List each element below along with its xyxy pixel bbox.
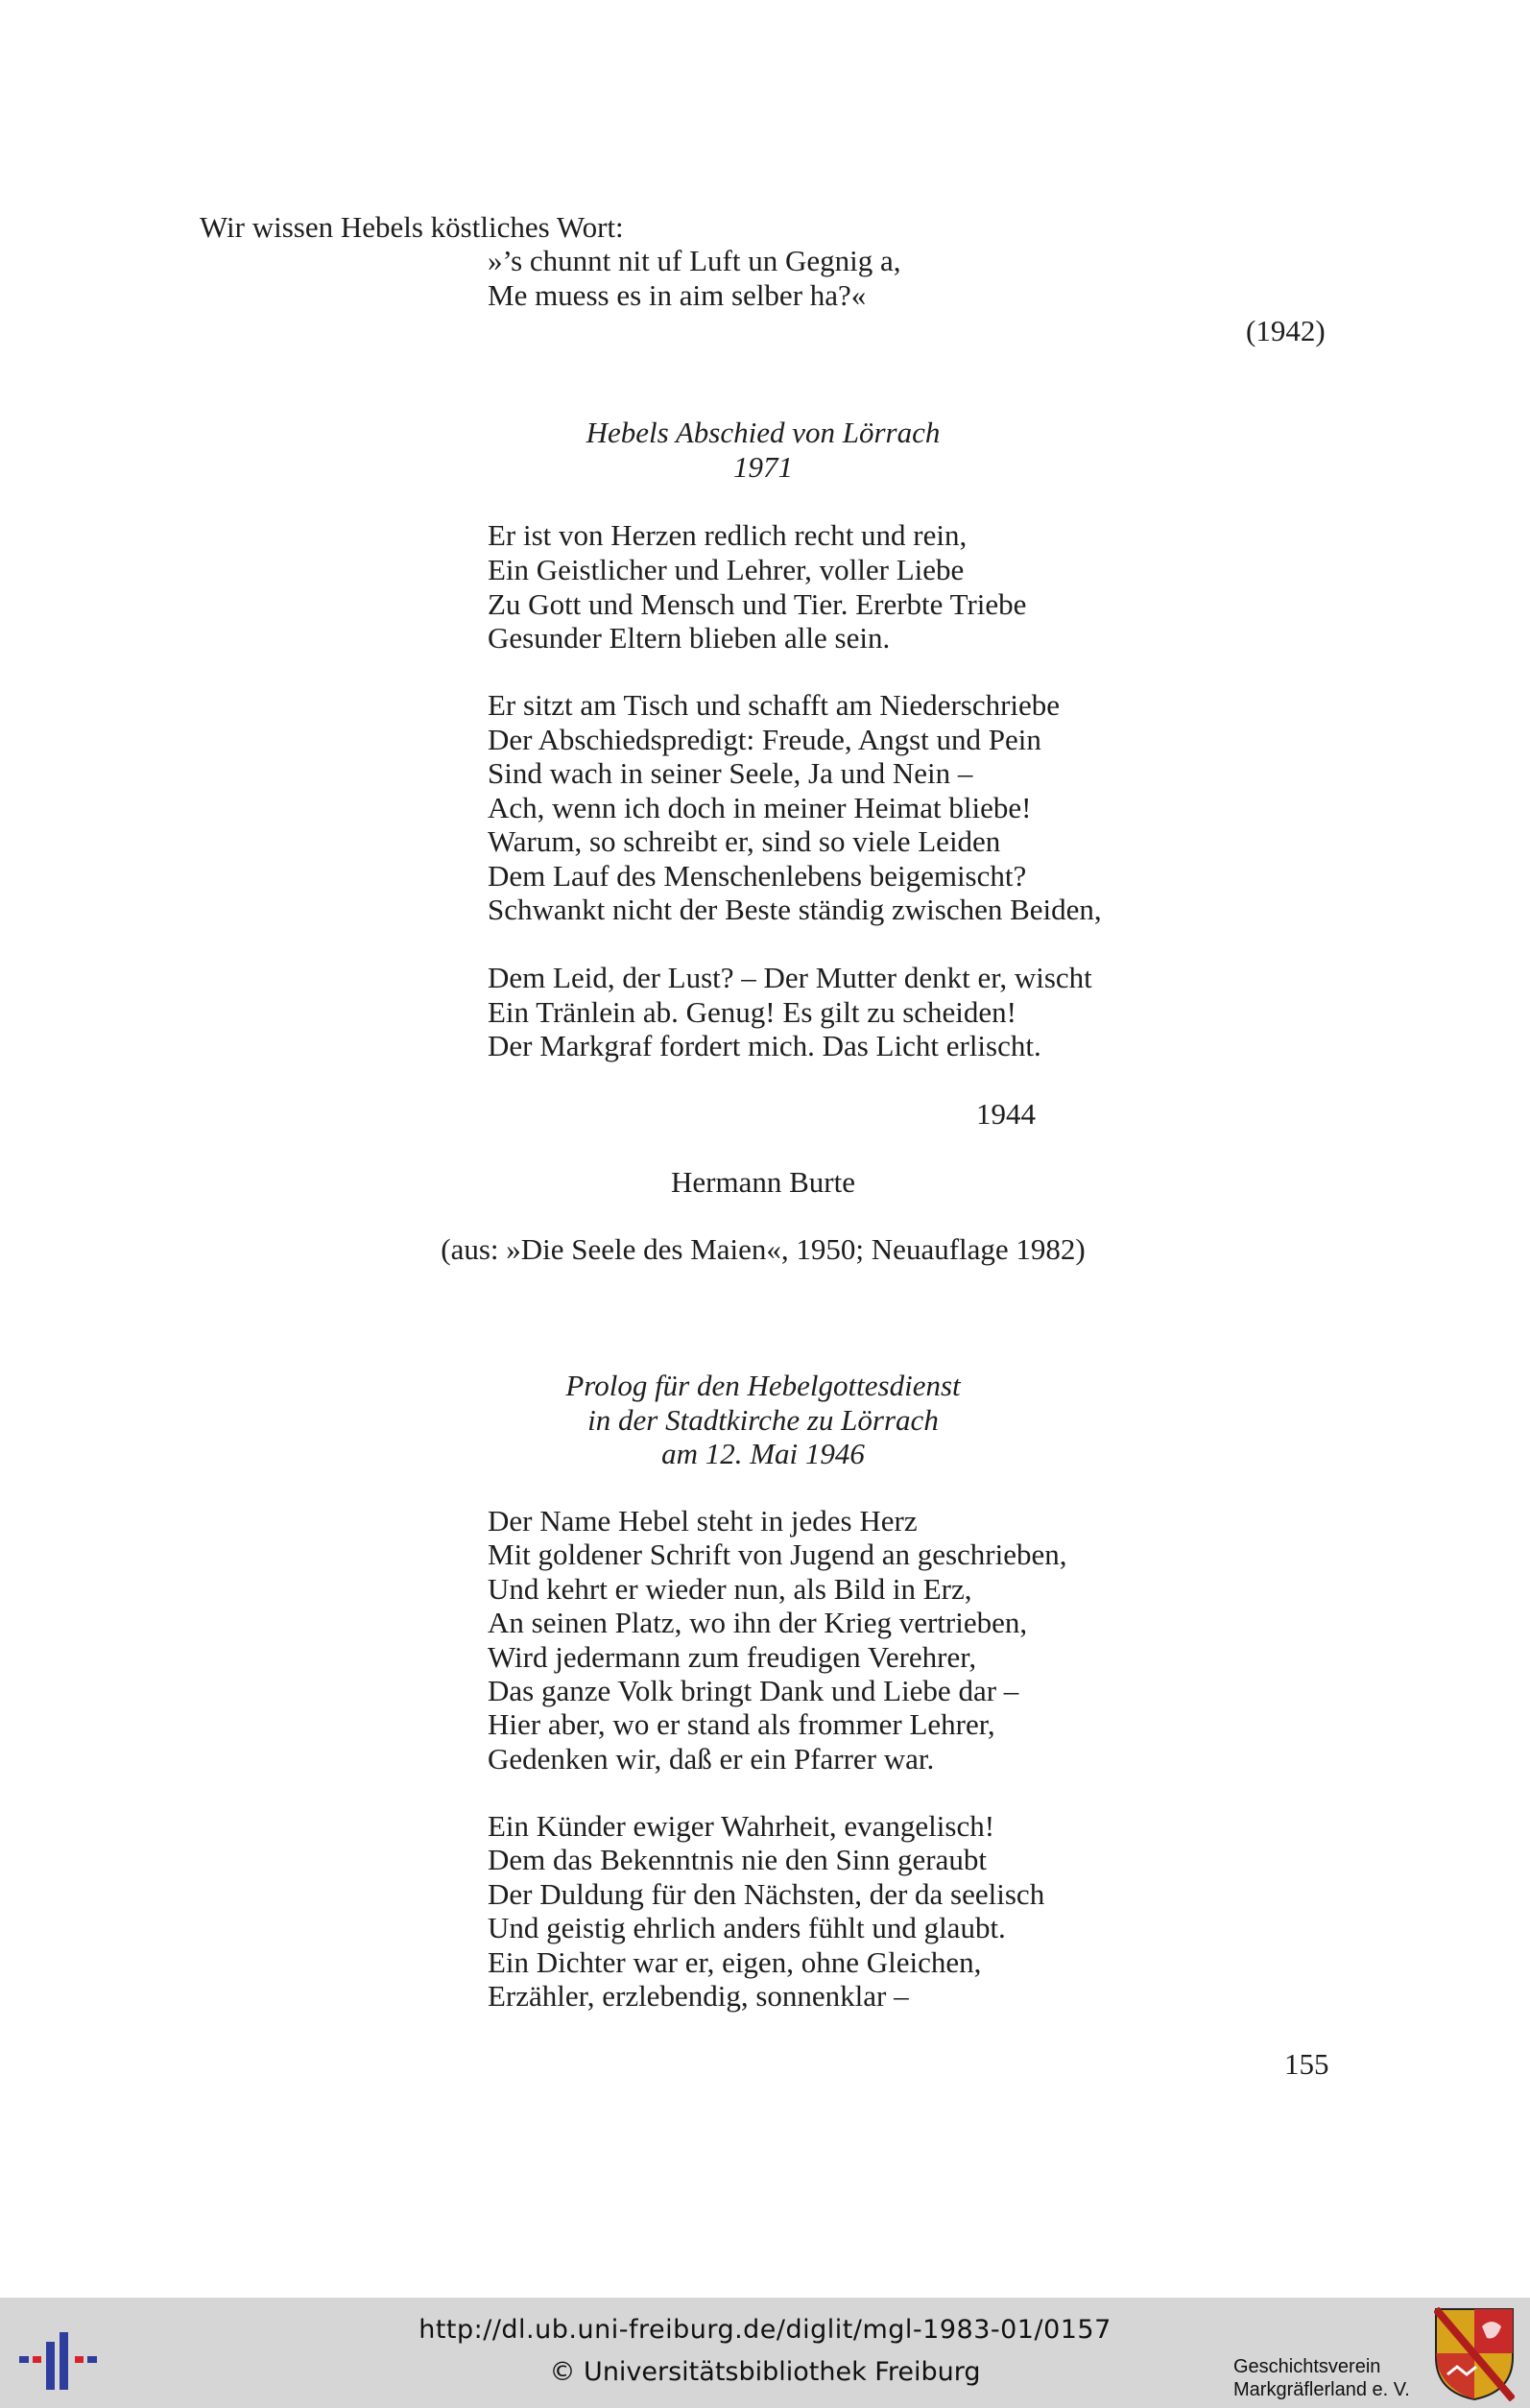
poem1-line: Ein Geistlicher und Lehrer, voller Liebe — [488, 553, 965, 586]
poem1-line: Schwankt nicht der Beste ständig zwischen Beiden, — [488, 893, 1102, 926]
poem1-line: Gesunder Eltern blieben alle sein. — [488, 621, 891, 655]
poem1-line: Zu Gott und Mensch und Tier. Ererbte Triebe — [488, 587, 1027, 621]
poem1-line: Warum, so schreibt er, sind so viele Leiden — [488, 824, 1001, 858]
society-name-line: Geschichtsverein — [1233, 2356, 1381, 2377]
intro-quote-line: »’s chunnt nit uf Luft un Gegnig a, — [488, 244, 901, 277]
poem2-line: Gedenken wir, daß er ein Pfarrer war. — [488, 1742, 935, 1776]
poem1-line: Der Abschiedspredigt: Freude, Angst und Pein — [488, 723, 1041, 756]
poem2-line: Das ganze Volk bringt Dank und Liebe dar – — [488, 1674, 1019, 1707]
coat-of-arms-icon — [1434, 2307, 1515, 2401]
poem2-line: Ein Künder ewiger Wahrheit, evangelisch! — [488, 1809, 995, 1843]
intro-quote-line: Me muess es in aim selber ha?« — [488, 278, 867, 312]
poem1-line: Dem Leid, der Lust? – Der Mutter denkt er, wischt — [488, 961, 1092, 994]
permalink-url[interactable]: http://dl.ub.uni-freiburg.de/diglit/mgl-1983-01/0157 — [418, 2315, 1112, 2345]
poem1-line: Dem Lauf des Menschenlebens beigemischt? — [488, 859, 1027, 893]
intro-year: (1942) — [1246, 314, 1326, 347]
poem1-line: Er ist von Herzen redlich recht und rein, — [488, 518, 968, 552]
poem1-line: Der Markgraf fordert mich. Das Licht erlischt. — [488, 1029, 1041, 1062]
poem2-line: Dem das Bekenntnis nie den Sinn geraubt — [488, 1843, 988, 1876]
poem2-line: Hier aber, wo er stand als frommer Lehrer, — [488, 1707, 995, 1741]
poem2-line: Der Name Hebel steht in jedes Herz — [488, 1504, 918, 1538]
poem2-title-line: Prolog für den Hebelgottesdienst — [565, 1369, 961, 1402]
society-name-line: Markgräflerland e. V. — [1233, 2379, 1410, 2400]
page-number: 155 — [1284, 2047, 1329, 2081]
intro-line: Wir wissen Hebels köstliches Wort: — [200, 210, 624, 244]
poem2-line: Erzähler, erzlebendig, sonnenklar – — [488, 1979, 909, 2013]
poem1-source: (aus: »Die Seele des Maien«, 1950; Neuauflage 1982) — [441, 1232, 1086, 1266]
poem2-title-line: in der Stadtkirche zu Lörrach — [587, 1403, 939, 1437]
poem1-author: Hermann Burte — [671, 1165, 855, 1199]
poem2-line: Der Duldung für den Nächsten, der da seelisch — [488, 1877, 1045, 1911]
poem2-line: Und geistig ehrlich anders fühlt und glaubt. — [488, 1911, 1006, 1944]
society-name — [1233, 2355, 1410, 2401]
poem1-subtitle: 1971 — [733, 450, 793, 484]
poem2-title-line: am 12. Mai 1946 — [661, 1437, 865, 1470]
poem2-line: An seinen Platz, wo ihn der Krieg vertrieben, — [488, 1606, 1028, 1639]
poem2-line: Ein Dichter war er, eigen, ohne Gleichen, — [488, 1945, 982, 1979]
copyright-notice: © Universitätsbibliothek Freiburg — [549, 2357, 981, 2387]
poem1-year: 1944 — [976, 1097, 1036, 1131]
poem2-line: Und kehrt er wieder nun, als Bild in Erz, — [488, 1572, 972, 1606]
poem1-line: Er sitzt am Tisch und schafft am Niederschriebe — [488, 688, 1061, 722]
library-footer — [0, 2298, 1530, 2408]
poem2-line: Mit goldener Schrift von Jugend an geschrieben, — [488, 1538, 1067, 1571]
poem1-line: Ein Tränlein ab. Genug! Es gilt zu scheiden! — [488, 995, 1017, 1029]
poem1-title: Hebels Abschied von Lörrach — [586, 416, 941, 449]
poem1-line: Ach, wenn ich doch in meiner Heimat bliebe! — [488, 791, 1032, 824]
poem2-line: Wird jedermann zum freudigen Verehrer, — [488, 1640, 977, 1674]
poem1-line: Sind wach in seiner Seele, Ja und Nein – — [488, 756, 973, 790]
